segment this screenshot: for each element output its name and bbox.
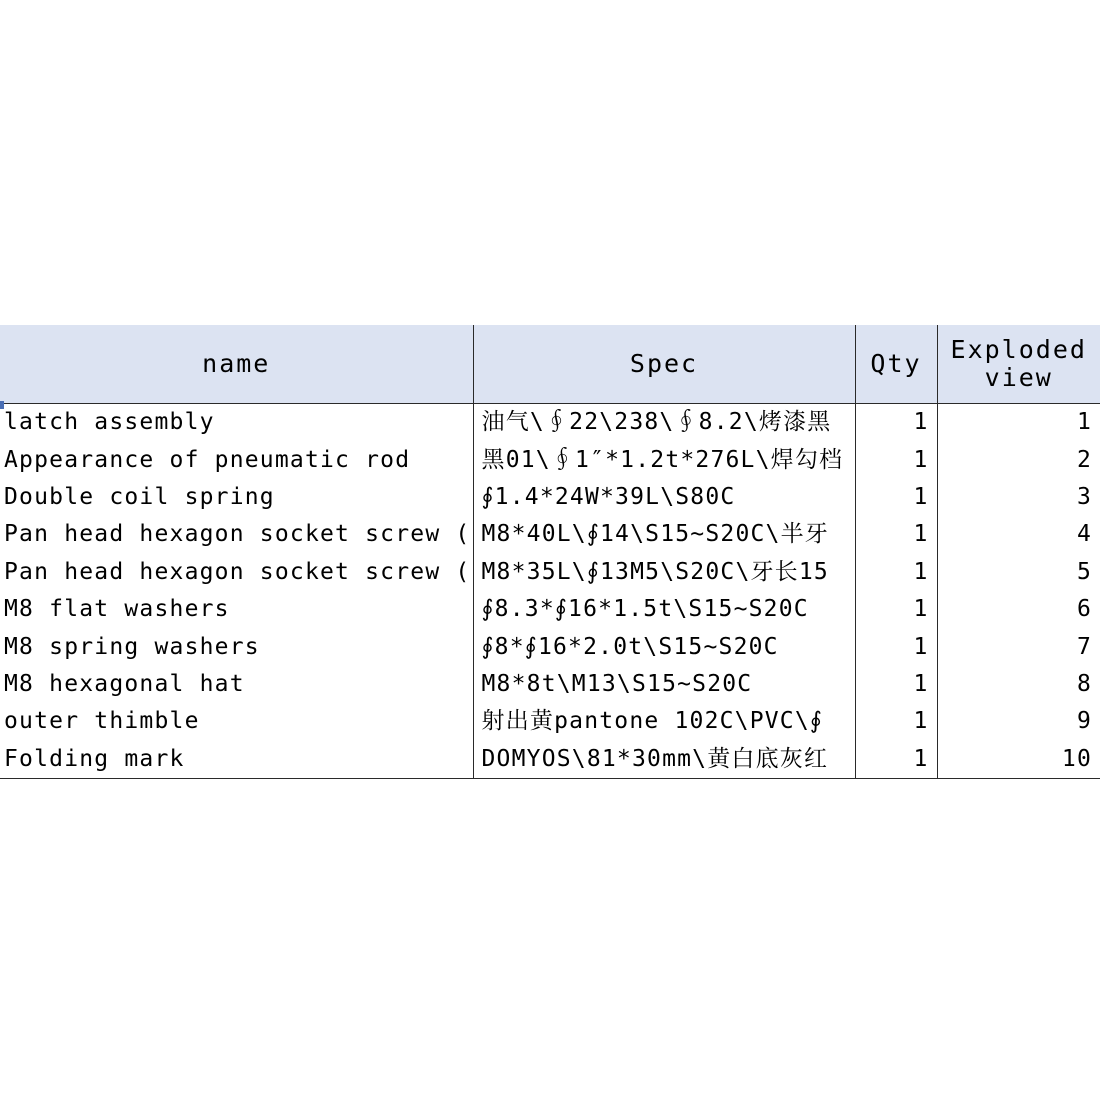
column-header-name[interactable]: name (0, 325, 473, 404)
column-header-exploded-view[interactable]: Exploded view (937, 325, 1100, 404)
table-row[interactable] (0, 666, 1100, 703)
table-row[interactable] (0, 554, 1100, 591)
table-row[interactable] (0, 741, 1100, 779)
table-row[interactable] (0, 404, 1100, 442)
cell-exploded-view[interactable]: 7 (1076, 633, 1092, 660)
column-header-qty[interactable]: Qty (855, 325, 937, 404)
table-row[interactable] (0, 516, 1100, 553)
row-selection-marker (0, 401, 4, 409)
table-row[interactable] (0, 479, 1100, 516)
cell-name[interactable]: outer thimble (0, 703, 473, 740)
cell-spec[interactable]: DOMYOS\81*30mm\黄白底灰红 (473, 741, 855, 779)
cell-spec[interactable]: M8*40L\∮14\S15~S20C\半牙 (473, 516, 855, 553)
column-header-spec[interactable]: Spec (473, 325, 855, 404)
cell-exploded-view[interactable]: 2 (1076, 446, 1092, 473)
cell-exploded-view[interactable]: 10 (937, 741, 1100, 779)
cell-qty[interactable]: 1 (855, 479, 937, 516)
cell-exploded-view[interactable]: 8 (1076, 670, 1092, 697)
cell-spec[interactable]: 射出黄pantone 102C\PVC\∮ (473, 703, 855, 740)
table-header-row (0, 325, 1100, 404)
cell-name[interactable]: Appearance of pneumatic rod (0, 441, 473, 478)
cell-exploded-view[interactable]: 3 (1076, 483, 1092, 510)
cell-spec[interactable]: M8*35L\∮13M5\S20C\牙长15 (473, 554, 855, 591)
table-row[interactable] (0, 591, 1100, 628)
cell-spec[interactable]: ∮8*∮16*2.0t\S15~S20C (473, 628, 855, 665)
parts-table (0, 325, 1100, 779)
cell-qty[interactable]: 1 (855, 591, 937, 628)
cell-exploded-view[interactable]: 9 (1076, 708, 1092, 735)
table-body (0, 404, 1100, 779)
cell-qty[interactable]: 1 (855, 628, 937, 665)
cell-exploded-view[interactable]: 5 (1076, 558, 1092, 585)
cell-name[interactable]: Pan head hexagon socket screw ( (0, 516, 473, 553)
table-header (0, 325, 1100, 404)
table-row[interactable] (0, 628, 1100, 665)
cell-exploded-view[interactable]: 6 (1076, 596, 1092, 623)
cell-qty[interactable]: 1 (855, 666, 937, 703)
cell-name[interactable]: M8 hexagonal hat (0, 666, 473, 703)
cell-qty[interactable]: 1 (855, 554, 937, 591)
cell-spec[interactable]: M8*8t\M13\S15~S20C (473, 666, 855, 703)
cell-qty[interactable]: 1 (855, 516, 937, 553)
cell-spec[interactable]: ∮8.3*∮16*1.5t\S15~S20C (473, 591, 855, 628)
cell-name[interactable]: Double coil spring (0, 479, 473, 516)
table-row[interactable] (0, 703, 1100, 740)
cell-qty[interactable]: 1 (855, 441, 937, 478)
cell-name[interactable]: M8 flat washers (0, 591, 473, 628)
cell-qty[interactable]: 1 (855, 741, 937, 779)
parts-table-sheet (0, 325, 1100, 779)
cell-name[interactable]: Folding mark (0, 741, 473, 779)
cell-exploded-view[interactable]: 1 (1076, 409, 1092, 436)
cell-spec[interactable]: 黑01\∮1″*1.2t*276L\焊勾档 (473, 441, 855, 478)
cell-name[interactable]: M8 spring washers (0, 628, 473, 665)
cell-exploded-view[interactable]: 4 (1076, 521, 1092, 548)
cell-name[interactable]: latch assembly (0, 404, 473, 442)
cell-spec[interactable]: ∮1.4*24W*39L\S80C (473, 479, 855, 516)
table-row[interactable] (0, 441, 1100, 478)
cell-qty[interactable]: 1 (855, 404, 937, 442)
cell-name[interactable]: Pan head hexagon socket screw ( (0, 554, 473, 591)
cell-spec[interactable]: 油气\∮22\238\∮8.2\烤漆黑 (473, 404, 855, 442)
cell-qty[interactable]: 1 (855, 703, 937, 740)
